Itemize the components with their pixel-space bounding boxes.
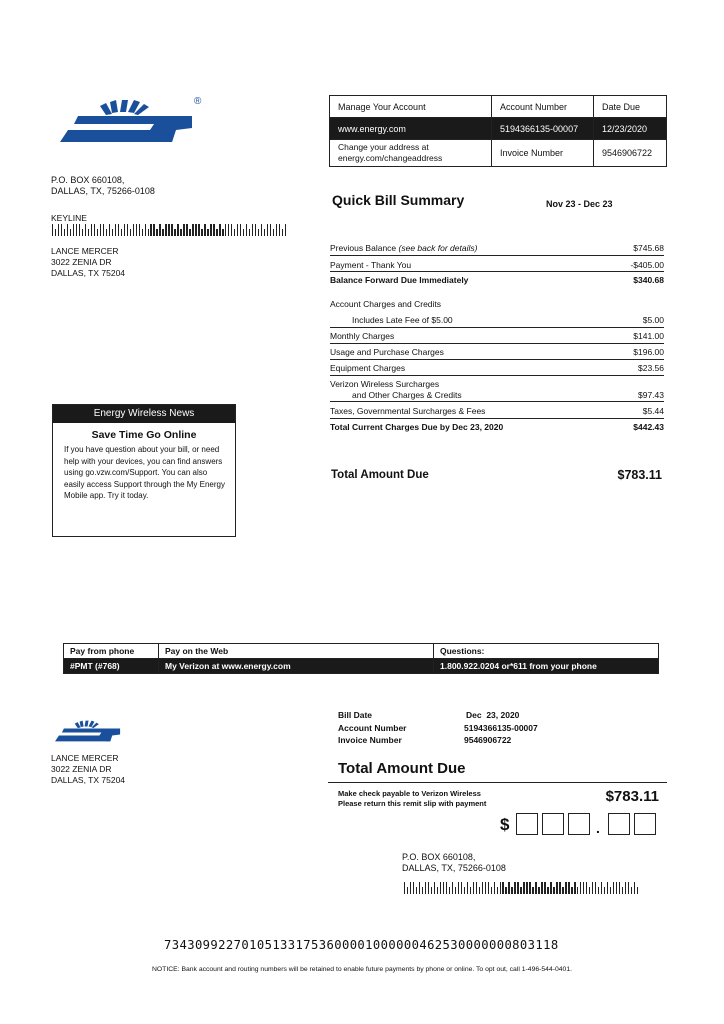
barcode-bar xyxy=(419,882,420,894)
surcharges-label2: and Other Charges & Credits xyxy=(352,390,462,400)
remit-invoice-row xyxy=(338,734,538,747)
pay-phone-label: Pay from phone xyxy=(64,644,159,659)
summary-period: Nov 23 - Dec 23 xyxy=(546,199,613,209)
bill-date-value: Dec 23, 2020 xyxy=(466,710,520,720)
payable-line2: Please return this remit slip with payment xyxy=(338,799,487,808)
barcode-bar xyxy=(115,224,116,236)
pay-phone-value: #PMT (#768) xyxy=(64,659,159,674)
bill-date-label: Bill Date xyxy=(338,710,373,720)
barcode-bar xyxy=(580,882,581,894)
invoice-number-value: 9546906722 xyxy=(594,140,667,167)
customer-address2: DALLAS, TX 75204 xyxy=(51,268,126,278)
surcharges-value: $97.43 xyxy=(638,390,664,400)
barcode-bar xyxy=(88,229,89,236)
barcode-bar xyxy=(264,229,265,236)
total-current-value: $442.43 xyxy=(633,421,664,432)
barcode-bar xyxy=(434,882,435,894)
barcode-bar xyxy=(124,224,125,236)
barcode-bar xyxy=(473,882,474,894)
barcode-bar xyxy=(583,882,584,894)
website-link[interactable]: www.energy.com xyxy=(330,118,492,140)
monthly-row xyxy=(330,329,664,344)
change-address-line1: Change your address at xyxy=(338,142,429,152)
barcode-bar xyxy=(526,882,527,894)
barcode-bar xyxy=(479,887,480,894)
news-box xyxy=(52,404,236,537)
remit-customer-name: LANCE MERCER xyxy=(51,753,119,763)
equipment-value: $23.56 xyxy=(638,363,664,373)
usage-row xyxy=(330,345,664,360)
barcode-bar xyxy=(428,882,429,894)
barcode-bar xyxy=(106,229,107,236)
barcode-bar xyxy=(595,882,596,894)
barcode-bar xyxy=(61,224,62,236)
barcode-bar xyxy=(70,229,71,236)
barcode-bar xyxy=(470,887,471,894)
barcode-bar xyxy=(240,224,241,236)
barcode-bar xyxy=(586,882,587,894)
barcode-bar xyxy=(482,882,483,894)
barcode-bar xyxy=(276,224,277,236)
customer-address xyxy=(51,246,125,279)
manage-account-label: Manage Your Account xyxy=(330,96,492,118)
barcode-bar xyxy=(541,882,542,894)
barcode-bar xyxy=(565,882,566,894)
barcode-bar xyxy=(183,224,184,236)
barcode-bar xyxy=(177,224,178,236)
customer-name: LANCE MERCER xyxy=(51,246,119,256)
barcode-bar xyxy=(112,229,113,236)
pay-options-table xyxy=(63,643,659,674)
barcode-bar xyxy=(616,882,617,894)
news-title: Save Time Go Online xyxy=(91,429,197,441)
barcode-bar xyxy=(162,229,163,236)
barcode-bar xyxy=(198,224,199,236)
barcode-bar xyxy=(91,224,92,236)
barcode-bar xyxy=(502,882,503,894)
previous-balance-value: $745.68 xyxy=(633,243,664,253)
surcharges-row xyxy=(330,376,664,402)
barcode-bar xyxy=(577,887,578,894)
remit-address-line1: P.O. BOX 660108, xyxy=(402,852,476,862)
remit-account-row xyxy=(338,722,538,735)
balance-forward-row xyxy=(330,273,664,286)
barcode-bar xyxy=(625,882,626,894)
barcode-bar xyxy=(67,224,68,236)
barcode-bar xyxy=(186,224,187,236)
barcode-bar xyxy=(210,224,211,236)
account-charges-label: Account Charges and Credits xyxy=(330,298,442,309)
remit-address xyxy=(402,852,506,874)
invoice-number-label: Invoice Number xyxy=(492,140,594,167)
registered-mark: ® xyxy=(194,96,202,107)
remit-customer-address xyxy=(51,753,125,786)
date-due-value: 12/23/2020 xyxy=(594,118,667,140)
news-header: Energy Wireless News xyxy=(53,405,235,423)
barcode-bar xyxy=(520,887,521,894)
barcode-bar xyxy=(407,887,408,894)
remit-divider xyxy=(328,782,667,783)
payable-instructions xyxy=(338,789,486,809)
barcode-bar xyxy=(446,882,447,894)
barcode-bar xyxy=(207,229,208,236)
taxes-row xyxy=(330,404,664,419)
amount-cents-box-1[interactable] xyxy=(608,813,630,835)
barcode-bar xyxy=(607,882,608,894)
total-due-label: Total Amount Due xyxy=(331,469,429,481)
barcode-bar xyxy=(631,887,632,894)
change-address xyxy=(330,140,492,167)
remit-customer-address2: DALLAS, TX 75204 xyxy=(51,775,126,785)
remit-address-line2: DALLAS, TX, 75266-0108 xyxy=(402,863,506,873)
barcode-bar xyxy=(508,882,509,894)
barcode-bar xyxy=(413,882,414,894)
barcode-bar xyxy=(282,229,283,236)
barcode-bar xyxy=(589,887,590,894)
barcode-bar xyxy=(180,229,181,236)
barcode-bar xyxy=(237,224,238,236)
date-due-label: Date Due xyxy=(594,96,667,118)
notice-text: NOTICE: Bank account and routing numbers will be retained to enable future payments by phone or online. To opt out, call 1-496-544-0401. xyxy=(151,966,573,973)
barcode-bar xyxy=(440,882,441,894)
total-due-value: $783.11 xyxy=(617,468,662,482)
remit-details xyxy=(338,709,538,747)
barcode-bar xyxy=(168,224,169,236)
barcode-bar xyxy=(425,882,426,894)
barcode-bar xyxy=(165,224,166,236)
remit-total-label: Total Amount Due xyxy=(338,760,466,777)
barcode-bar xyxy=(485,882,486,894)
barcode-bar xyxy=(58,224,59,236)
barcode-bar xyxy=(94,224,95,236)
barcode-bar xyxy=(145,224,146,236)
barcode-bar xyxy=(547,887,548,894)
barcode-bar xyxy=(532,887,533,894)
barcode-bar xyxy=(562,887,563,894)
barcode-bar xyxy=(246,224,247,236)
barcode-bar xyxy=(76,224,77,236)
barcode-bar xyxy=(431,887,432,894)
taxes-value: $5.44 xyxy=(642,406,664,416)
barcode-bar xyxy=(422,887,423,894)
barcode-bar xyxy=(64,229,65,236)
barcode-bar xyxy=(267,224,268,236)
barcode-bar xyxy=(222,229,223,236)
barcode-bar xyxy=(538,887,539,894)
barcode-bar xyxy=(517,882,518,894)
barcode-bar xyxy=(613,882,614,894)
barcode-bar xyxy=(159,224,160,236)
barcode-bar xyxy=(204,224,205,236)
barcode-bar xyxy=(97,229,98,236)
srp-logo xyxy=(60,98,206,144)
amount-digit-box-1[interactable] xyxy=(516,813,538,835)
barcode-bar xyxy=(637,887,638,894)
amount-cents-box-2[interactable] xyxy=(634,813,656,835)
balance-forward-label: Balance Forward Due Immediately xyxy=(330,274,469,285)
barcode-bar xyxy=(497,887,498,894)
barcode-bar xyxy=(121,229,122,236)
equipment-label: Equipment Charges xyxy=(330,363,406,373)
barcode-bar xyxy=(195,224,196,236)
barcode-bar xyxy=(109,224,110,236)
barcode-bar xyxy=(619,882,620,894)
barcode-bar xyxy=(213,224,214,236)
barcode-bar xyxy=(82,229,83,236)
dollar-sign: $ xyxy=(500,815,510,834)
payment-value: -$405.00 xyxy=(630,259,664,270)
late-fee-label: Includes Late Fee of $5.00 xyxy=(352,315,453,325)
keyline-label: KEYLINE xyxy=(51,213,87,223)
barcode-bar xyxy=(234,229,235,236)
barcode-bar xyxy=(488,882,489,894)
barcode-bar xyxy=(556,882,557,894)
barcode-bar xyxy=(52,224,53,236)
barcode-bar xyxy=(467,882,468,894)
barcode-bar xyxy=(511,887,512,894)
payment-row xyxy=(330,258,664,272)
barcode-bar xyxy=(529,882,530,894)
barcode-bar xyxy=(133,224,134,236)
payment-label: Payment - Thank You xyxy=(330,259,412,270)
barcode-bar xyxy=(261,224,262,236)
barcode-bar xyxy=(231,224,232,236)
barcode-bar xyxy=(598,887,599,894)
account-number-value: 5194366135-00007 xyxy=(492,118,594,140)
barcode-bar xyxy=(73,224,74,236)
barcode-bar xyxy=(550,882,551,894)
barcode-bar xyxy=(449,887,450,894)
barcode-bar xyxy=(604,887,605,894)
barcode-bar xyxy=(270,224,271,236)
barcode-bar xyxy=(416,887,417,894)
usage-label: Usage and Purchase Charges xyxy=(330,347,444,357)
barcode-bar xyxy=(491,887,492,894)
pay-web-label: Pay on the Web xyxy=(159,644,434,659)
late-fee-value: $5.00 xyxy=(642,315,664,325)
barcode-bar xyxy=(85,224,86,236)
barcode-bar xyxy=(601,882,602,894)
sender-line1: P.O. BOX 660108, xyxy=(51,175,125,185)
customer-address1: 3022 ZENIA DR xyxy=(51,257,112,267)
barcode-bar xyxy=(258,229,259,236)
barcode-bar xyxy=(243,229,244,236)
remit-barcode xyxy=(404,882,638,894)
barcode-bar xyxy=(535,882,536,894)
questions-value: 1.800.922.0204 or*611 from your phone xyxy=(434,659,659,674)
barcode-bar xyxy=(437,887,438,894)
remit-total-value: $783.11 xyxy=(605,788,659,805)
barcode-bar xyxy=(189,229,190,236)
remit-account-label: Account Number xyxy=(338,722,407,733)
monthly-value: $141.00 xyxy=(633,331,664,341)
barcode-bar xyxy=(553,887,554,894)
barcode-bar xyxy=(464,887,465,894)
barcode-bar xyxy=(505,887,506,894)
barcode-bar xyxy=(285,224,286,236)
barcode-bar xyxy=(130,229,131,236)
barcode-bar xyxy=(225,224,226,236)
barcode-bar xyxy=(404,882,405,894)
barcode-bar xyxy=(171,224,172,236)
monthly-label: Monthly Charges xyxy=(330,331,395,341)
barcode-bar xyxy=(127,224,128,236)
barcode-bar xyxy=(249,229,250,236)
barcode-bar xyxy=(443,882,444,894)
barcode-bar xyxy=(523,882,524,894)
keyline-barcode xyxy=(52,224,286,236)
barcode-bar xyxy=(628,882,629,894)
barcode-bar xyxy=(174,229,175,236)
account-info-table xyxy=(329,95,667,167)
barcode-bar xyxy=(103,224,104,236)
account-charges-heading xyxy=(330,297,664,310)
srp-logo-small-graphic xyxy=(55,719,127,743)
barcode-bar xyxy=(279,224,280,236)
barcode-bar xyxy=(452,882,453,894)
barcode-bar xyxy=(461,882,462,894)
barcode-bar xyxy=(500,882,501,894)
barcode-bar xyxy=(571,887,572,894)
amount-digit-box-2[interactable] xyxy=(542,813,564,835)
barcode-bar xyxy=(458,882,459,894)
barcode-bar xyxy=(592,882,593,894)
questions-label: Questions: xyxy=(434,644,659,659)
barcode-bar xyxy=(252,224,253,236)
srp-logo-graphic xyxy=(60,98,206,144)
barcode-bar xyxy=(455,887,456,894)
remit-account-value: 5194366135-00007 xyxy=(464,722,538,733)
decimal-point: . xyxy=(596,820,600,836)
barcode-bar xyxy=(514,882,515,894)
barcode-bar xyxy=(273,229,274,236)
surcharges-label xyxy=(330,379,462,401)
barcode-bar xyxy=(55,229,56,236)
barcode-bar xyxy=(255,224,256,236)
barcode-bar xyxy=(568,882,569,894)
previous-balance-row xyxy=(330,241,664,256)
barcode-bar xyxy=(142,229,143,236)
balance-forward-value: $340.68 xyxy=(633,274,664,285)
barcode-bar xyxy=(610,887,611,894)
barcode-bar xyxy=(494,882,495,894)
late-fee-row xyxy=(330,313,664,328)
surcharges-label1: Verizon Wireless Surcharges xyxy=(330,379,440,389)
barcode-bar xyxy=(136,224,137,236)
barcode-bar xyxy=(544,882,545,894)
barcode-bar xyxy=(622,887,623,894)
account-number-label: Account Number xyxy=(492,96,594,118)
barcode-bar xyxy=(559,882,560,894)
barcode-bar xyxy=(100,224,101,236)
barcode-bar xyxy=(476,882,477,894)
barcode-bar xyxy=(201,229,202,236)
barcode-bar xyxy=(150,224,151,236)
bill-date-row xyxy=(338,709,538,722)
pay-web-value[interactable]: My Verizon at www.energy.com xyxy=(159,659,434,674)
taxes-label: Taxes, Governmental Surcharges & Fees xyxy=(330,406,486,416)
previous-balance-label xyxy=(330,243,477,253)
usage-value: $196.00 xyxy=(633,347,664,357)
sender-line2: DALLAS, TX, 75266-0108 xyxy=(51,186,155,196)
remit-customer-address1: 3022 ZENIA DR xyxy=(51,764,112,774)
change-address-line2: energy.com/changeaddress xyxy=(338,153,443,163)
equipment-row xyxy=(330,361,664,376)
barcode-bar xyxy=(118,224,119,236)
sender-address xyxy=(51,175,155,197)
barcode-bar xyxy=(634,882,635,894)
barcode-bar xyxy=(219,224,220,236)
srp-logo-small xyxy=(55,719,127,743)
remit-invoice-value: 9546906722 xyxy=(464,735,512,745)
micr-line: 734309922701051331753600001000000462530000000803118 xyxy=(164,938,559,952)
barcode-bar xyxy=(410,882,411,894)
remit-invoice-label: Invoice Number xyxy=(338,735,402,745)
payable-line1: Make check payable to Verizon Wireless xyxy=(338,789,481,798)
barcode-bar xyxy=(153,224,154,236)
barcode-bar xyxy=(148,229,149,236)
barcode-bar xyxy=(79,224,80,236)
news-body: If you have question about your bill, or need help with your devices, you can find answers using go.vzw.com/Support. You can also easily access Support through the My Energy Mobile app. Try it today. xyxy=(64,445,225,500)
barcode-bar xyxy=(216,229,217,236)
previous-balance-note: (see back for details) xyxy=(398,243,478,253)
previous-balance-text: Previous Balance xyxy=(330,243,397,253)
amount-digit-box-3[interactable] xyxy=(568,813,590,835)
total-current-row xyxy=(330,420,664,433)
barcode-bar xyxy=(156,229,157,236)
barcode-bar xyxy=(574,882,575,894)
barcode-bar xyxy=(192,224,193,236)
summary-title: Quick Bill Summary xyxy=(332,192,465,208)
barcode-bar xyxy=(139,224,140,236)
total-current-label: Total Current Charges Due by Dec 23, 2020 xyxy=(330,421,504,432)
barcode-bar xyxy=(228,224,229,236)
